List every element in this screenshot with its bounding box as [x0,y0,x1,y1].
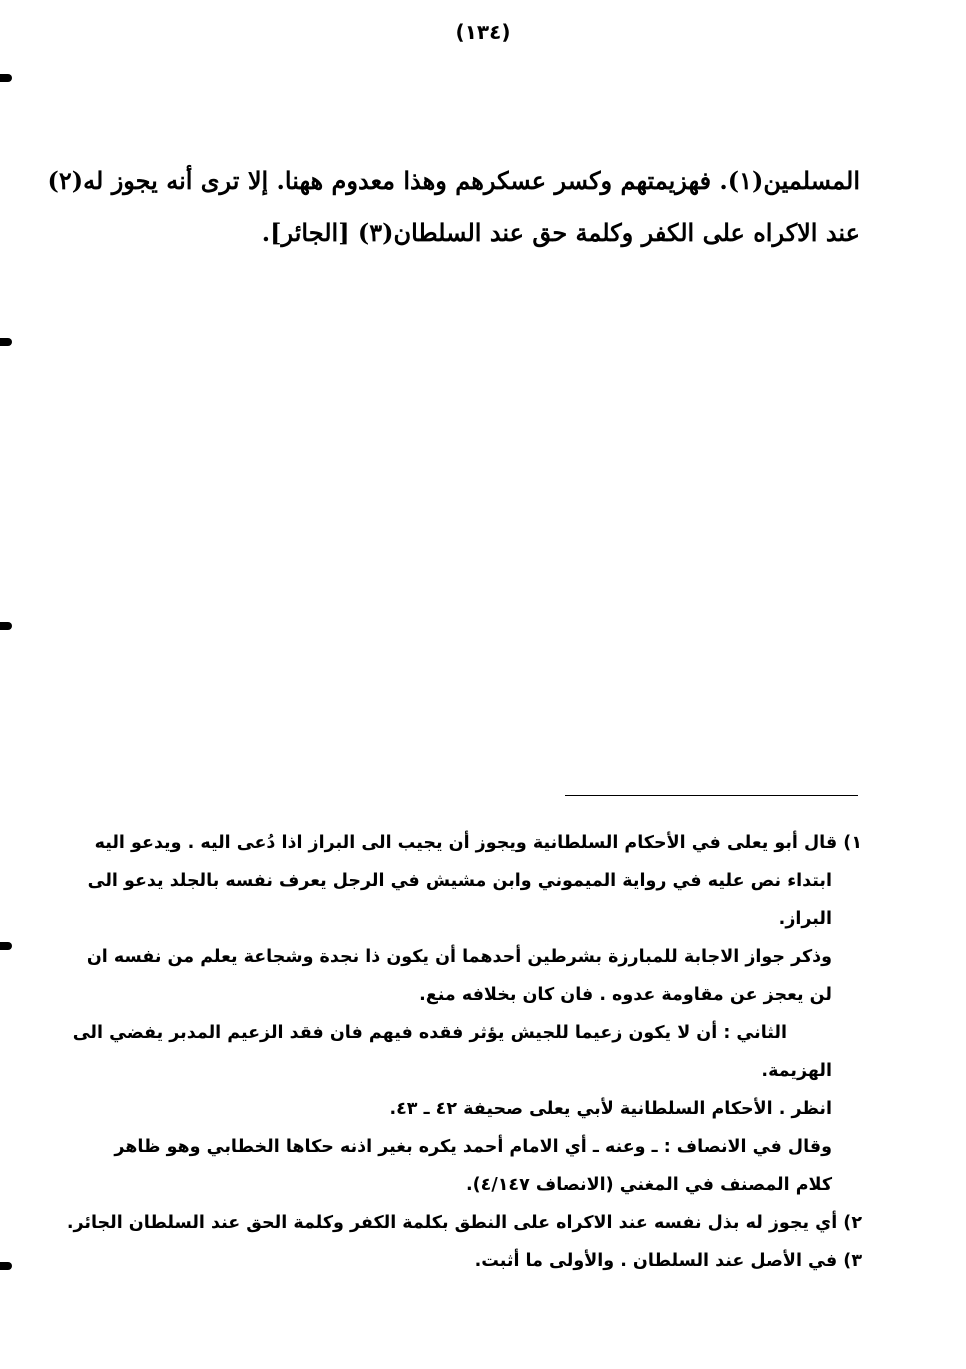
footnote-line: ٣) في الأصل عند السلطان . والأولى ما أثبت. [474,1251,862,1271]
body-line: المسلمين(١). فهزيمتهم وكسر عسكرهم وهذا معدوم ههنا. إلا ترى أنه يجوز له(٢) [47,166,860,195]
footnote-line: الثاني : أن لا يكون زعيما للجيش يؤثر فقده فيهم فان فقد الزعيم المدبر يفضي الى [72,1023,787,1043]
page-number: (١٣٤) [455,20,511,44]
footnote-line: لن يعجز عن مقاومة عدوه . فان كان بخلافه منع. [419,985,832,1005]
footnote-1 [36,824,862,1204]
footnote-separator [565,795,858,796]
footnote-line: كلام المصنف في المغني (الانصاف ٤/١٤٧). [466,1175,832,1195]
footnote-line: الهزيمة. [761,1061,832,1081]
scan-punch-mark [0,74,12,82]
scan-punch-mark [0,338,12,346]
footnote-line: ٢) أي يجوز له بذل نفسه عند الاكراه على النطق بكلمة الكفر وكلمة الحق عند السلطان الجائر. [66,1213,862,1233]
scan-punch-mark [0,622,12,630]
footnote-line: وذكر جواز الاجابة للمبارزة بشرطين أحدهما أن يكون ذا نجدة وشجاعة يعلم من نفسه ان [86,947,832,967]
footnote-line: انظر . الأحكام السلطانية لأبي يعلى صحيفة ٤٢ ـ ٤٣. [389,1099,832,1119]
scan-punch-mark [0,1262,12,1270]
footnote-line: وقال في الانصاف : ـ وعنه ـ أي الامام أحمد يكره بغير اذنه حكاها الخطابي وهو ظاهر [114,1137,832,1157]
footnote-2 [36,1204,862,1242]
scan-punch-mark [0,942,12,950]
footnote-3 [36,1242,862,1280]
body-line: عند الاكراه على الكفر وكلمة حق عند السلطان(٣) [الجائر]. [261,218,860,247]
footnotes [36,824,862,1280]
main-text [40,155,860,259]
footnote-line: ١) قال أبو يعلى في الأحكام السلطانية ويجوز أن يجيب الى البراز اذا دُعى اليه . ويدعو اليه [94,833,862,853]
footnote-line: ابتداء نص عليه في رواية الميموني وابن مشيش في الرجل يعرف نفسه بالجلد يدعو الى [87,871,832,891]
footnote-line: البراز. [778,909,832,929]
